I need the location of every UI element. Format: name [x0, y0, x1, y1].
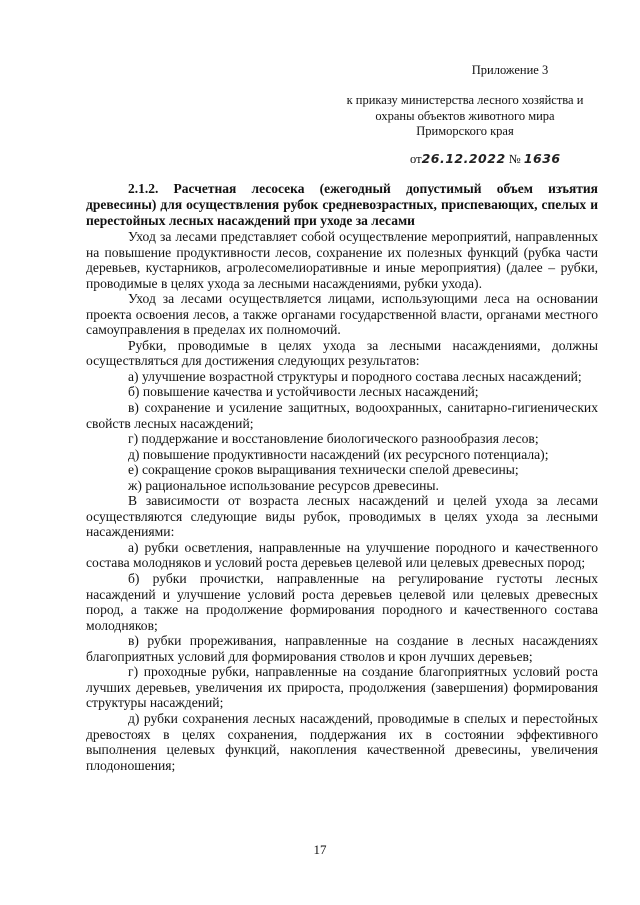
paragraph: д) рубки сохранения лесных насаждений, проводимые в спелых и перестойных древостоях в целях сохранения, поддержания их в состоянии эффективного выполнения целевых функций, накопления качественной древесины, увеличения плодоношения; — [86, 710, 598, 773]
paragraph: б) рубки прочистки, направленные на регулирование густоты лесных насаждений и улучшение условий роста деревьев целевой или целевых древесных пород, а также на продолжение формирования породного и качественного состава молодняков; — [86, 571, 598, 633]
order-line-3: Приморского края — [416, 124, 514, 138]
order-line-1: к приказу министерства лесного хозяйства и — [346, 93, 584, 107]
paragraph: Уход за лесами осуществляется лицами, использующими леса на основании проекта освоения лесов, а также органами государственной власти, органами местного самоуправления в пределах их полномочий. — [86, 291, 598, 338]
paragraph: Уход за лесами представляет собой осуществление мероприятий, направленных на повышение продуктивности лесов, сохранение их полезных функций (рубка части деревьев, кустарников, агролесомелиоративные и иные мероприятия) (далее – рубки, проводимые в целях ухода за лесными насаждениями, рубки ухода). — [86, 229, 598, 291]
paragraph: ж) рациональное использование ресурсов древесины. — [128, 477, 439, 493]
appendix-label: Приложение 3 — [471, 63, 549, 77]
paragraph: д) повышение продуктивности насаждений (их ресурсного потенциала); — [128, 446, 549, 462]
paragraph: а) рубки осветления, направленные на улучшение породного и качественного состава молодняков и условий роста деревьев целевой или целевых древесных пород; — [86, 539, 598, 571]
paragraph: б) повышение качества и устойчивости лесных насаждений; — [128, 384, 479, 400]
paragraph: Рубки, проводимые в целях ухода за лесными насаждениями, должны осуществляться для достижения следующих результатов: — [86, 337, 598, 369]
paragraph: в) рубки прореживания, направленные на создание в лесных насаждениях благоприятных условий для формирования стволов и крон лучших деревьев; — [86, 633, 598, 664]
paragraph: г) проходные рубки, направленные на создание благоприятных условий роста лучших деревьев, увеличения их прироста, продолжения (завершения) формирования структуры насаждений; — [86, 664, 598, 711]
order-signature-line — [410, 151, 580, 167]
order-line-2: охраны объектов животного мира — [375, 109, 555, 123]
sign-number-label: № — [508, 152, 521, 166]
page-number: 17 — [313, 842, 327, 857]
paragraph: е) сокращение сроков выращивания технически спелой древесины; — [128, 462, 519, 478]
document-body — [86, 181, 598, 773]
paragraph: а) улучшение возрастной структуры и породного состава лесных насаждений; — [128, 368, 582, 384]
section-heading: 2.1.2. Расчетная лесосека (ежегодный допустимый объем изъятия древесины) для осуществления рубок средневозрастных, приспевающих, спелых и перестойных лесных насаждений при уходе за лесами — [86, 181, 598, 228]
sign-date: 26.12.2022 — [421, 151, 506, 166]
paragraph: г) поддержание и восстановление биологического разнообразия лесов; — [128, 431, 539, 447]
paragraph: в) сохранение и усиление защитных, водоохранных, санитарно-гигиенических свойств лесных насаждений; — [86, 400, 598, 431]
sign-prefix: от — [410, 152, 422, 166]
paragraph: В зависимости от возраста лесных насаждений и целей ухода за лесами осуществляются следующие виды рубок, проводимых в целях ухода за лесными насаждениями: — [86, 493, 598, 540]
paragraph-list — [86, 229, 598, 773]
sign-number: 1636 — [523, 151, 561, 166]
